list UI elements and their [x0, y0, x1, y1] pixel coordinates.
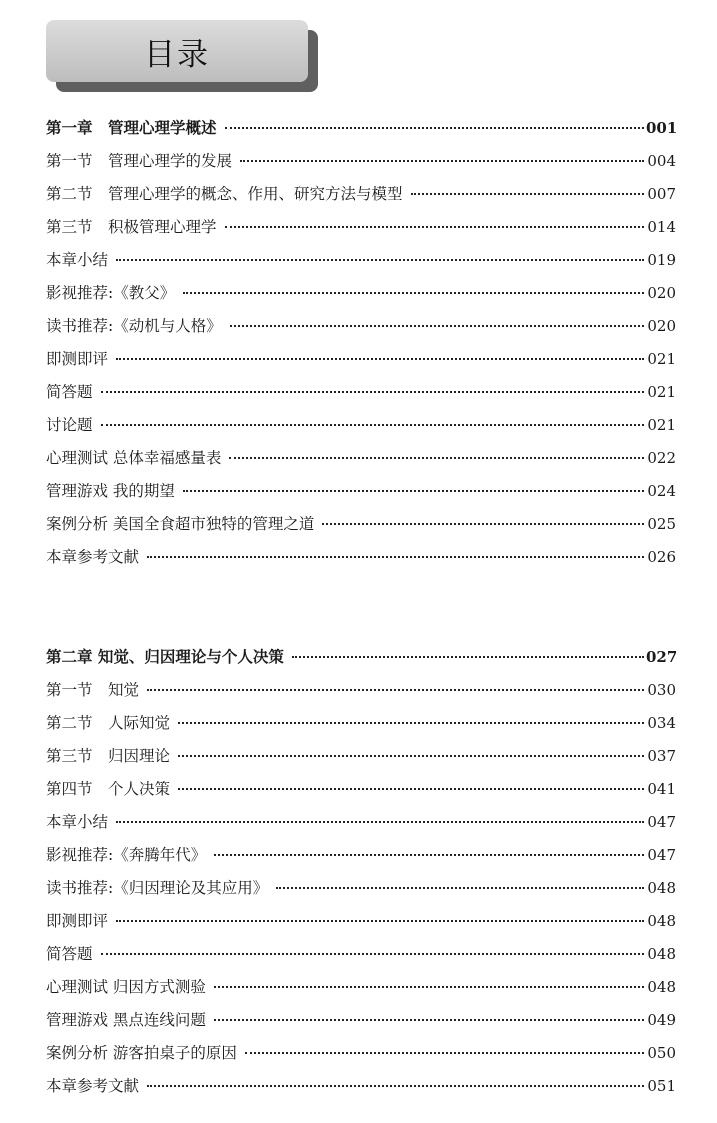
toc-entry[interactable]: [46, 248, 676, 281]
toc-entry[interactable]: [46, 215, 676, 248]
toc-entry-title: 本章参考文献: [46, 1077, 140, 1095]
toc-entry-title: 即测即评: [46, 350, 109, 368]
dot-leader: [116, 920, 644, 922]
dot-leader: [101, 424, 644, 426]
toc-page-number: 014: [647, 218, 676, 236]
toc-entry[interactable]: [46, 777, 676, 810]
toc-page-number: 021: [647, 416, 676, 434]
toc-entry[interactable]: [46, 744, 676, 777]
toc-entry[interactable]: [46, 182, 676, 215]
toc-page-number: 021: [647, 350, 676, 368]
dot-leader: [245, 1052, 644, 1054]
toc-entry[interactable]: [46, 1008, 676, 1041]
toc-page-number: 025: [647, 515, 676, 533]
toc-chapter-heading[interactable]: [46, 645, 676, 678]
dot-leader: [116, 259, 644, 261]
dot-leader: [147, 1085, 644, 1087]
toc-page-number: 007: [647, 185, 676, 203]
toc-entry[interactable]: [46, 909, 676, 942]
toc-entry-title: 简答题: [46, 383, 93, 401]
toc-page-number: 048: [647, 879, 676, 897]
dot-leader: [225, 127, 644, 129]
toc-page-number: 034: [647, 714, 676, 732]
toc-entry[interactable]: [46, 810, 676, 843]
toc-entry-title: 本章参考文献: [46, 548, 140, 566]
toc-entry-title: 本章小结: [46, 251, 109, 269]
dot-leader: [292, 656, 644, 658]
toc-page-number: 037: [647, 747, 676, 765]
toc-entry-title: 第三节 积极管理心理学: [46, 218, 217, 236]
toc-page-number: 049: [647, 1011, 676, 1029]
toc-page-number: 027: [646, 648, 678, 666]
toc-page-number: 048: [647, 978, 676, 996]
dot-leader: [147, 556, 644, 558]
toc-entry-title: 案例分析 游客拍桌子的原因: [46, 1044, 237, 1062]
dot-leader: [101, 953, 644, 955]
toc-entry[interactable]: [46, 1074, 676, 1107]
toc-page-number: 030: [647, 681, 676, 699]
toc-entry-title: 影视推荐:《奔腾年代》: [46, 846, 207, 864]
toc-page-number: 019: [647, 251, 676, 269]
toc-entry-title: 案例分析 美国全食超市独特的管理之道: [46, 515, 315, 533]
dot-leader: [178, 788, 644, 790]
toc-entry[interactable]: [46, 314, 676, 347]
toc-entry-title: 影视推荐:《教父》: [46, 284, 176, 302]
toc-entry-title: 即测即评: [46, 912, 109, 930]
toc-entry-title: 本章小结: [46, 813, 109, 831]
chapter-2-section: [46, 645, 676, 1107]
dot-leader: [214, 1019, 644, 1021]
toc-entry[interactable]: [46, 711, 676, 744]
toc-page-number: 004: [647, 152, 676, 170]
dot-leader: [101, 391, 644, 393]
toc-entry-title: 心理测试 总体幸福感量表: [46, 449, 222, 467]
toc-entry-title: 读书推荐:《归因理论及其应用》: [46, 879, 269, 897]
toc-page-number: 024: [647, 482, 676, 500]
dot-leader: [230, 325, 644, 327]
dot-leader: [322, 523, 644, 525]
toc-entry-title: 第一节 知觉: [46, 681, 140, 699]
toc-entry[interactable]: [46, 512, 676, 545]
toc-chapter-heading[interactable]: [46, 116, 676, 149]
dot-leader: [147, 689, 644, 691]
toc-entry-title: 读书推荐:《动机与人格》: [46, 317, 222, 335]
toc-entry-title: 简答题: [46, 945, 93, 963]
toc-page-number: 041: [647, 780, 676, 798]
chapter-1-section: [46, 116, 676, 578]
toc-entry[interactable]: [46, 413, 676, 446]
toc-page-number: 048: [647, 912, 676, 930]
toc-page-number: 051: [647, 1077, 676, 1095]
toc-entry[interactable]: [46, 281, 676, 314]
dot-leader: [183, 292, 644, 294]
toc-page-number: 026: [647, 548, 676, 566]
toc-page-number: 022: [647, 449, 676, 467]
toc-entry[interactable]: [46, 380, 676, 413]
dot-leader: [240, 160, 644, 162]
toc-entry-title: 第一节 管理心理学的发展: [46, 152, 233, 170]
toc-entry[interactable]: [46, 545, 676, 578]
toc-entry[interactable]: [46, 446, 676, 479]
dot-leader: [214, 986, 644, 988]
dot-leader: [116, 821, 644, 823]
toc-entry[interactable]: [46, 876, 676, 909]
toc-entry-title: 管理游戏 黑点连线问题: [46, 1011, 206, 1029]
toc-entry[interactable]: [46, 975, 676, 1008]
dot-leader: [411, 193, 644, 195]
toc-entry-title: 心理测试 归因方式测验: [46, 978, 206, 996]
toc-entry-title: 第一章 管理心理学概述: [46, 118, 217, 137]
toc-entry-title: 第二节 人际知觉: [46, 714, 171, 732]
toc-entry-title: 讨论题: [46, 416, 93, 434]
dot-leader: [183, 490, 644, 492]
toc-entry[interactable]: [46, 347, 676, 380]
toc-entry-title: 管理游戏 我的期望: [46, 482, 175, 500]
toc-page-number: 001: [646, 119, 678, 137]
toc-page-number: 047: [647, 813, 676, 831]
toc-page-number: 021: [647, 383, 676, 401]
toc-entry[interactable]: [46, 942, 676, 975]
toc-entry-title: 第四节 个人决策: [46, 780, 171, 798]
toc-page-number: 050: [647, 1044, 676, 1062]
dot-leader: [225, 226, 644, 228]
toc-page-number: 020: [647, 284, 676, 302]
toc-entry-title: 第二章 知觉、归因理论与个人决策: [46, 647, 284, 666]
toc-entry[interactable]: [46, 843, 676, 876]
dot-leader: [214, 854, 644, 856]
dot-leader: [229, 457, 644, 459]
toc-page-number: 048: [647, 945, 676, 963]
dot-leader: [116, 358, 644, 360]
toc-title-banner: [46, 20, 308, 82]
toc-entry[interactable]: [46, 1041, 676, 1074]
toc-entry-title: 第三节 归因理论: [46, 747, 171, 765]
toc-entry-title: 第二节 管理心理学的概念、作用、研究方法与模型: [46, 185, 403, 203]
dot-leader: [178, 755, 644, 757]
toc-page-number: 047: [647, 846, 676, 864]
toc-page-number: 020: [647, 317, 676, 335]
toc-entry[interactable]: [46, 149, 676, 182]
dot-leader: [276, 887, 644, 889]
page-title: 目录: [46, 20, 308, 82]
toc-entry[interactable]: [46, 678, 676, 711]
toc-entry[interactable]: [46, 479, 676, 512]
dot-leader: [178, 722, 644, 724]
